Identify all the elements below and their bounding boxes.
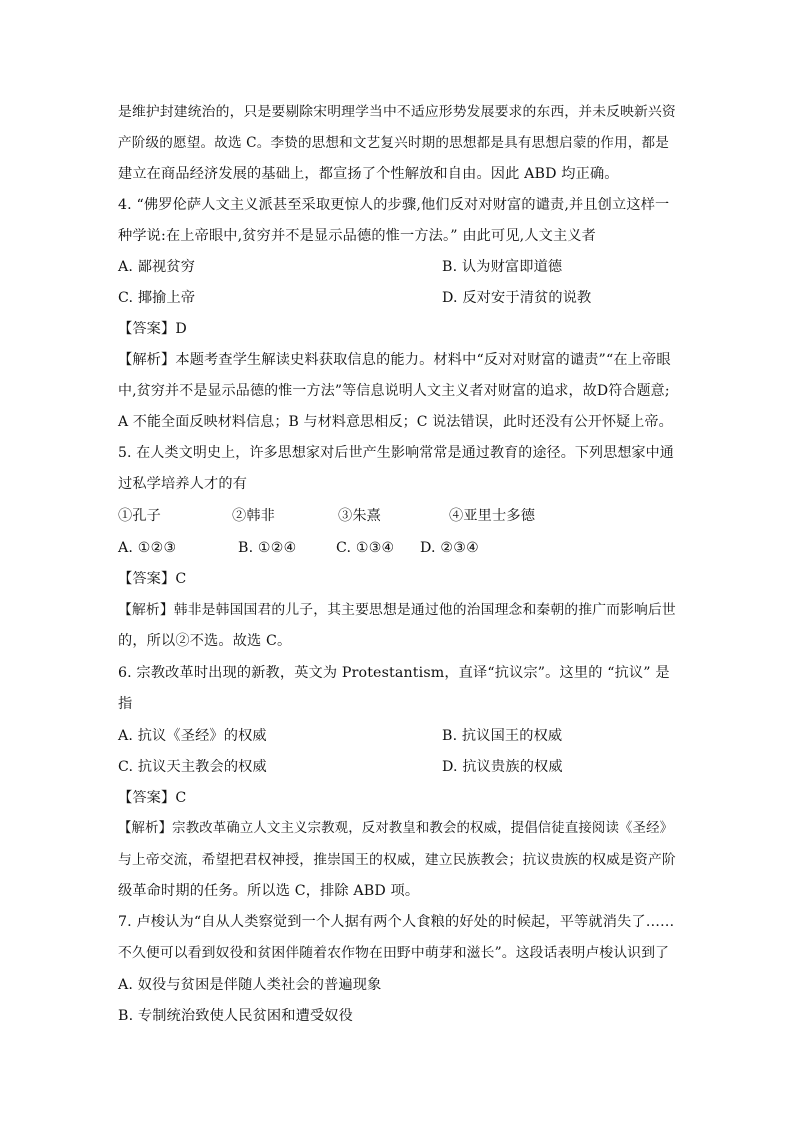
question-5-item-3: ③朱熹 (338, 508, 382, 524)
question-4-answer: 【答案】D (118, 321, 187, 337)
question-7-stem: 7. 卢梭认为“自从人类察觉到一个人据有两个人食粮的好处的时候起，平等就消失了…… (118, 914, 675, 930)
text-line: 建立在商品经济发展的基础上，都宣扬了个性解放和自由。因此 ABD 均正确。 (118, 166, 619, 182)
question-4-stem: 种学说:在上帝眼中,贫穷并不是显示品德的惟一方法。” 由此可见,人文主义者 (118, 228, 597, 244)
question-4-explanation: A 不能全面反映材料信息；B 与材料意思相反；C 说法错误，此时还没有公开怀疑上帝。 (118, 414, 673, 430)
question-6-option-a: A. 抗议《圣经》的权威 (118, 728, 267, 744)
question-5-item-2: ②韩非 (232, 508, 276, 524)
question-4-explanation: 中,贫穷并不是显示品德的惟一方法”等信息说明人文主义者对财富的追求，故D符合题意; (118, 383, 670, 399)
question-6-explanation: 【解析】宗教改革确立人文主义宗教观，反对教皇和教会的权威，提倡信徒直接阅读《圣经》 (118, 821, 674, 836)
question-4-option-c: C. 揶揄上帝 (118, 290, 196, 306)
question-7-option-a: A. 奴役与贫困是伴随人类社会的普遍现象 (118, 977, 382, 993)
question-4-explanation: 【解析】本题考查学生解读史料获取信息的能力。材料中“反对对财富的谴责”“在上帝眼 (118, 352, 671, 368)
question-4-option-b: B. 认为财富即道德 (442, 259, 563, 275)
question-5-option-d: D. ②③④ (420, 540, 479, 556)
question-6-option-b: B. 抗议国王的权威 (442, 728, 563, 744)
question-7-option-b: B. 专制统治致使人民贫困和遭受奴役 (118, 1008, 353, 1024)
question-5-answer: 【答案】C (118, 571, 187, 587)
question-5-option-a: A. ①②③ (118, 540, 177, 556)
question-5-option-c: C. ①③④ (336, 540, 395, 556)
question-5-explanation: 【解析】韩非是韩国国君的儿子，其主要思想是通过他的治国理念和秦朝的推广而影响后世 (118, 602, 676, 618)
text-line: 产阶级的愿望。故选 C。李贽的思想和文艺复兴时期的思想都是具有思想启蒙的作用，都是 (118, 135, 670, 151)
question-4-option-d: D. 反对安于清贫的说教 (442, 290, 592, 306)
question-7-stem: 不久便可以看到奴役和贫困伴随着农作物在田野中萌芽和滋长”。这段话表明卢梭认识到了 (118, 945, 670, 961)
question-5-stem: 过私学培养人才的有 (118, 476, 248, 492)
question-5-option-b: B. ①②④ (238, 540, 297, 556)
question-6-explanation: 与上帝交流，希望把君权神授，推崇国王的权威，建立民族教会；抗议贵族的权威是资产阶 (118, 852, 676, 868)
question-5-explanation: 的，所以②不选。故选 C。 (118, 633, 292, 649)
question-6-stem: 指 (118, 696, 133, 712)
question-6-option-d: D. 抗议贵族的权威 (442, 759, 563, 775)
text-line: 是维护封建统治的，只是要剔除宋明理学当中不适应形势发展要求的东西，并未反映新兴资 (118, 104, 676, 120)
question-4-stem: 4. “佛罗伦萨人文主义派甚至采取更惊人的步骤,他们反对对财富的谴责,并且创立这样一 (118, 197, 670, 213)
question-6-stem: 6. 宗教改革时出现的新教，英文为 Protestantism，直译“抗议宗”。这里的 “抗议” 是 (118, 665, 670, 681)
question-5-stem: 5. 在人类文明史上，许多思想家对后世产生影响常常是通过教育的途径。下列思想家中通 (118, 445, 674, 461)
question-5-item-4: ④亚里士多德 (449, 508, 536, 524)
question-5-item-1: ①孔子 (118, 508, 162, 524)
question-6-explanation: 级革命时期的任务。所以选 C，排除 ABD 项。 (118, 883, 420, 899)
question-6-answer: 【答案】C (118, 790, 187, 806)
question-6-option-c: C. 抗议天主教会的权威 (118, 759, 267, 775)
question-4-option-a: A. 鄙视贫穷 (118, 259, 196, 275)
